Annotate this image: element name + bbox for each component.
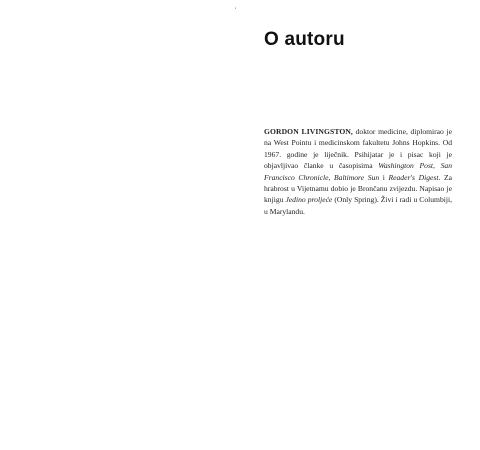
page-title: O autoru	[264, 29, 345, 50]
bio-text-4: (Only Spring). Živi i radi u Columbiji, u Marylandu.	[264, 195, 452, 216]
author-bio	[264, 126, 452, 217]
bio-text-1: doktor medicine, diplomirao je na West Pointu i medicinskom fakultetu Johns Hopkins. Od 1967. godine je liječnik. Psihijatar je i pisac koji je objavljivao članke u časopisima	[264, 127, 452, 171]
bio-publication-readers-digest: Reader's Digest.	[388, 172, 441, 182]
bio-text-2: i	[379, 172, 389, 182]
page-mark: '	[235, 8, 237, 14]
bio-publications: Washington Post, San Francisco Chronicle, Baltimore Sun	[264, 161, 452, 182]
author-name: GORDON LIVINGSTON,	[264, 127, 353, 136]
bio-book-title: Jedino proljeće	[285, 195, 333, 205]
bio-text-3: Za hrabrost u Vijetnamu dobio je Brončanu zvijezdu. Napisao je knjigu	[264, 172, 452, 205]
